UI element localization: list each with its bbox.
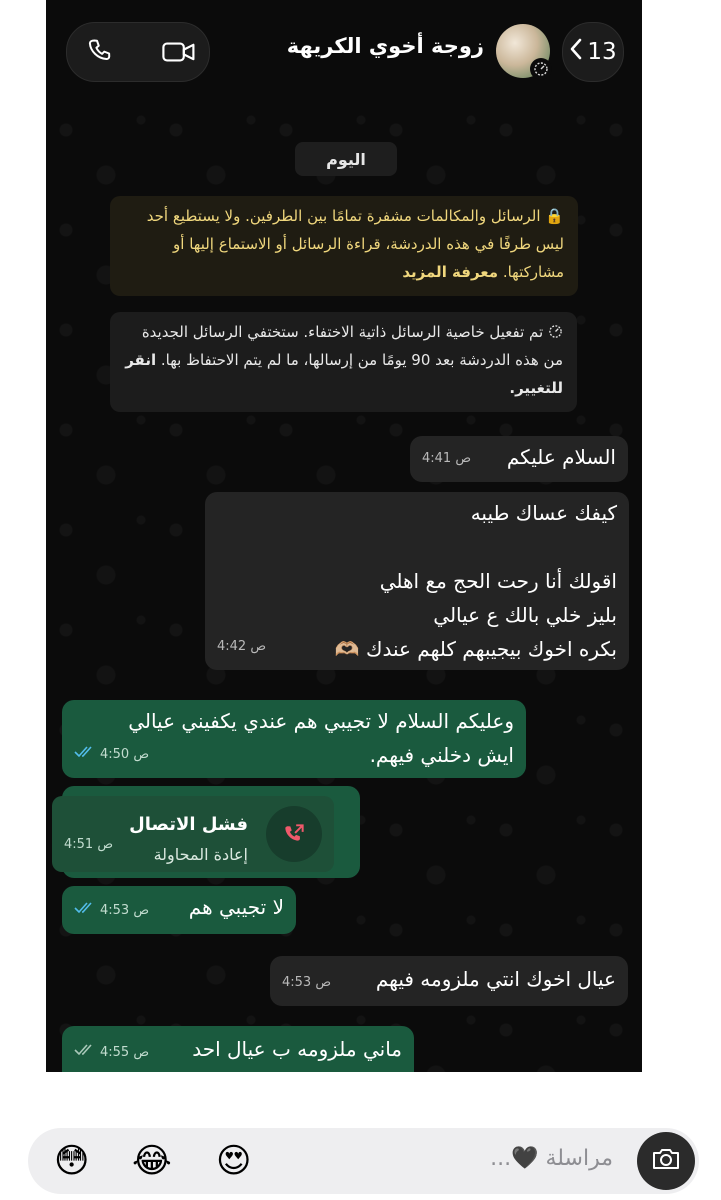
message-text: ماني ملزومه ب عيال احد <box>192 1037 402 1061</box>
message-time: 4:42 ص <box>217 639 267 654</box>
emoji-shortcut[interactable]: 😳 <box>54 1141 90 1181</box>
chevron-left-icon <box>569 38 583 66</box>
retry-label[interactable]: إعادة المحاولة <box>153 845 248 864</box>
disappearing-messages-notice[interactable] <box>110 312 577 412</box>
phone-icon[interactable] <box>83 34 119 70</box>
message-text: عيال اخوك انتي ملزومه فيهم <box>375 967 616 991</box>
outgoing-message[interactable] <box>62 886 296 934</box>
message-meta <box>74 738 149 772</box>
emoji-shortcut[interactable]: 😂 <box>132 1141 172 1181</box>
emoji-shortcut[interactable]: 😍 <box>216 1141 252 1181</box>
contact-name[interactable]: زوجة أخوي الكريهة <box>286 34 484 58</box>
double-check-icon <box>74 894 96 928</box>
message-line: اقولك أنا رحت الحج مع اهلي <box>379 569 617 593</box>
failed-call-card[interactable] <box>52 796 334 872</box>
message-time: 4:50 ص <box>100 747 150 762</box>
message-line: كيفك عساك طيبه <box>470 501 617 525</box>
outgoing-message[interactable] <box>62 1026 414 1072</box>
message-time: 4:53 ص <box>100 903 150 918</box>
learn-more-link[interactable]: معرفة المزيد <box>402 263 499 281</box>
outgoing-message[interactable] <box>62 700 526 778</box>
call-status: فشل الاتصال <box>129 814 248 835</box>
encryption-notice[interactable] <box>110 196 578 296</box>
message-time: 4:53 ص <box>282 975 332 990</box>
timer-icon <box>530 58 552 80</box>
message-time: 4:51 ص <box>64 837 114 852</box>
message-input[interactable]: مراسلة 🖤... <box>490 1146 613 1171</box>
message-line <box>217 530 617 564</box>
double-check-icon <box>74 738 96 772</box>
message-meta <box>74 1036 149 1070</box>
message-line: ايش دخلني فيهم. <box>369 743 514 767</box>
call-buttons-group <box>66 22 210 82</box>
disappearing-text: تم تفعيل خاصية الرسائل ذاتية الاختفاء. ستختفي الرسائل الجديدة من هذه الدردشة بعد 90 يومًا من إرسالها، ما لم يتم الاحتفاظ بها. <box>141 323 563 369</box>
date-separator: اليوم <box>295 142 397 176</box>
back-button[interactable] <box>562 22 624 82</box>
call-message[interactable] <box>62 786 360 878</box>
incoming-message[interactable] <box>410 436 628 482</box>
message-time: 4:55 ص <box>100 1045 150 1060</box>
chat-screen <box>46 0 642 1072</box>
avatar[interactable] <box>496 24 550 78</box>
double-check-icon <box>74 1036 96 1070</box>
message-line: بكره اخوك بيجيبهم كلهم عندك 🫶🏼 <box>334 637 617 661</box>
message-text: السلام عليكم <box>506 445 616 469</box>
camera-button[interactable] <box>637 1132 695 1190</box>
message-time: 4:41 ص <box>422 451 472 466</box>
incoming-message[interactable] <box>270 956 628 1006</box>
message-text: لا تجيبي هم <box>188 895 284 919</box>
message-composer[interactable] <box>28 1128 699 1194</box>
message-line: وعليكم السلام لا تجيبي هم عندي يكفيني عيالي <box>128 709 514 733</box>
encryption-text: 🔒 الرسائل والمكالمات مشفرة تمامًا بين الطرفين. ولا يستطيع أحد ليس طرفًا في هذه الدردشة، قراءة الرسائل أو الاستماع إليها أو مشاركتها. <box>146 207 564 281</box>
unread-count: 13 <box>587 39 617 65</box>
missed-call-icon <box>266 806 322 862</box>
message-line: بليز خلي بالك ع عيالي <box>433 603 617 627</box>
camera-icon <box>651 1146 681 1176</box>
message-meta <box>74 894 149 928</box>
timer-icon <box>548 323 563 341</box>
video-icon[interactable] <box>161 34 197 70</box>
chat-header <box>46 0 642 92</box>
tap-to-change-link[interactable]: انقر للتغيير. <box>125 351 563 397</box>
incoming-message[interactable] <box>205 492 629 670</box>
